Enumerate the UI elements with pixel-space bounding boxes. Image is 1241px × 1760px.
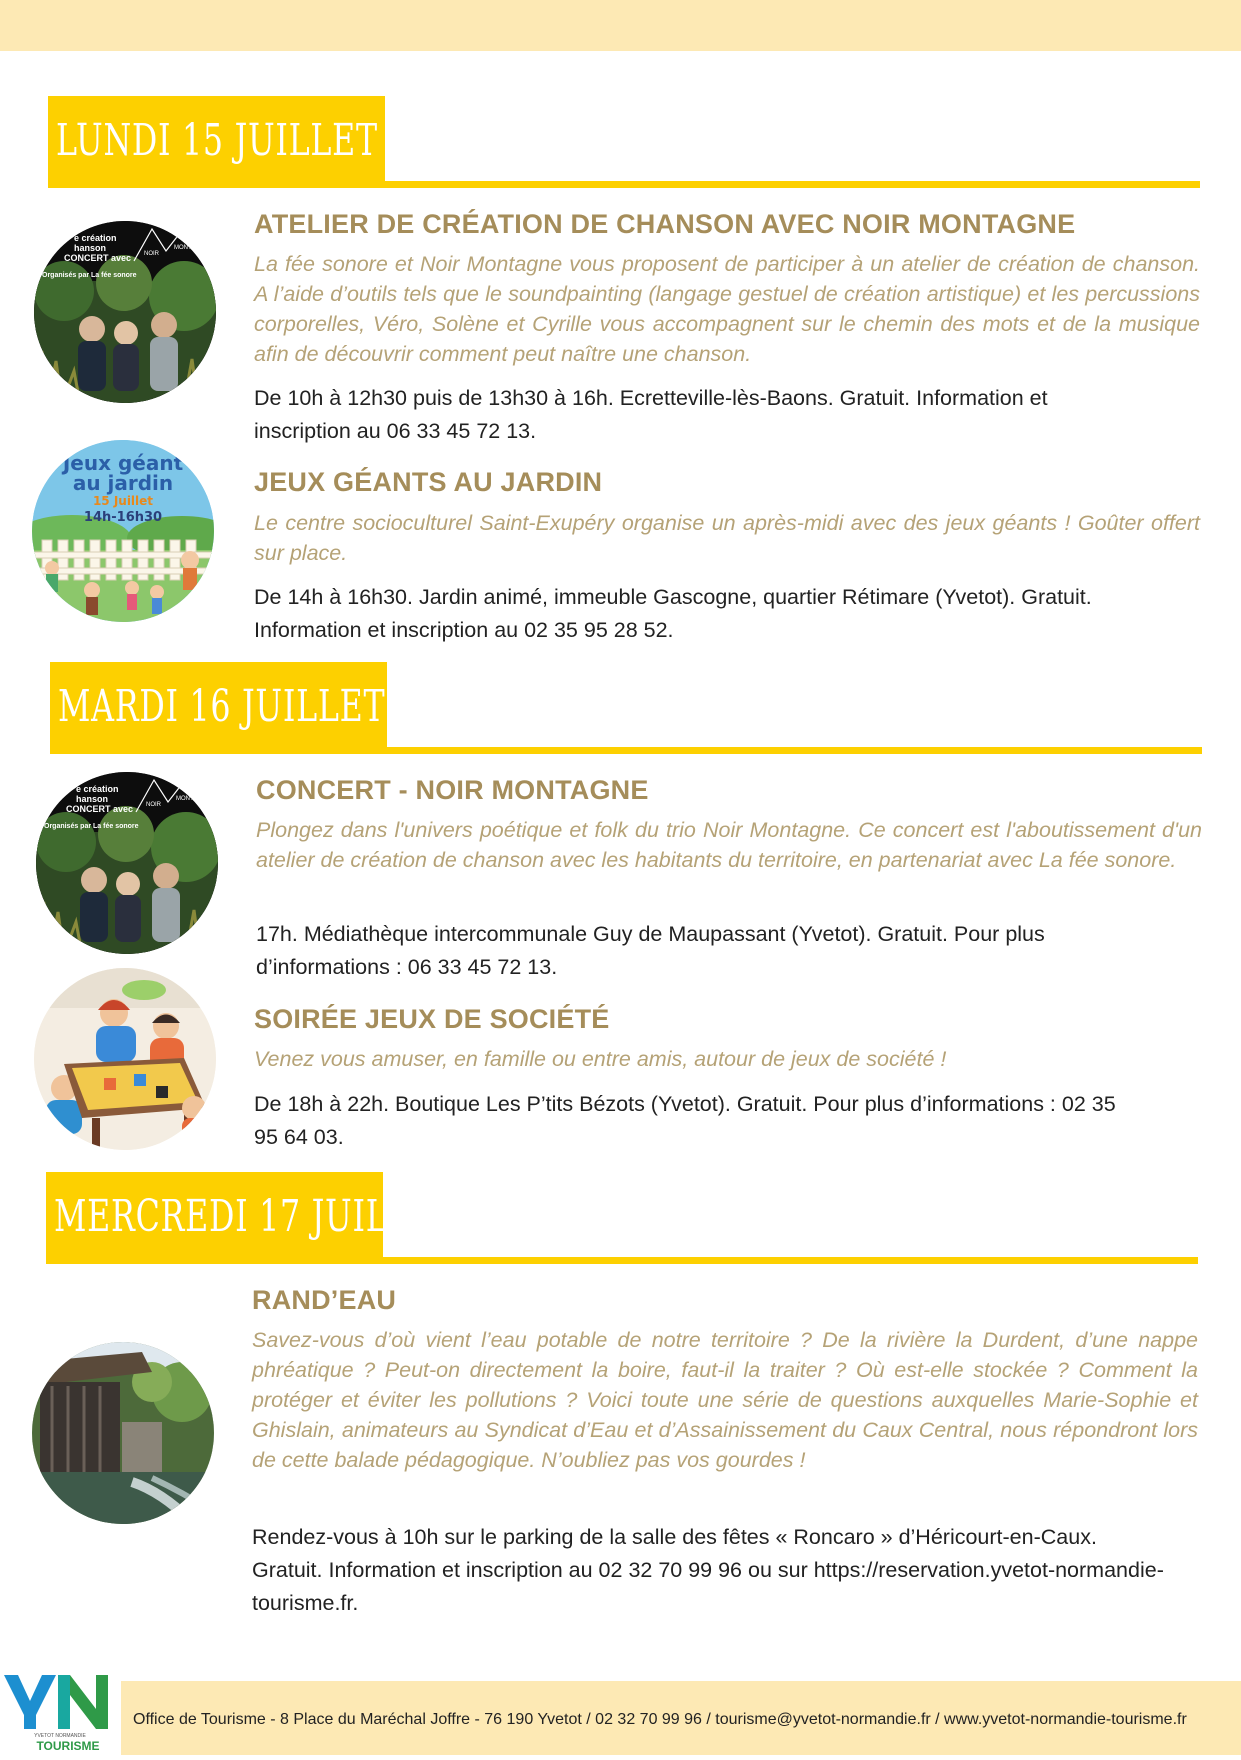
image-text: Organisés par La fée sonore xyxy=(44,823,139,830)
image-text: 14h-16h30 xyxy=(83,510,163,525)
image-text: MONTAGNE xyxy=(174,245,209,251)
event-info: De 14h à 16h30. Jardin animé, immeuble Gascogne, quartier Rétimare (Yvetot). Gratuit. Information et inscription au 02 35 95 28 52. xyxy=(254,585,1092,642)
event-info: 17h. Médiathèque intercommunale Guy de Maupassant (Yvetot). Gratuit. Pour plus d’informations : 06 33 45 72 13. xyxy=(256,922,1045,979)
event-image-atelier xyxy=(34,221,216,403)
footer xyxy=(0,1667,1241,1755)
day-title-box xyxy=(48,96,385,184)
band-photo-illustration xyxy=(36,772,218,954)
day-title-box xyxy=(46,1172,455,1260)
event-image-jeux-geants xyxy=(32,440,214,622)
event-title: JEUX GÉANTS AU JARDIN xyxy=(254,467,603,497)
logo-small-text: YVETOT NORMANDIE xyxy=(34,1733,86,1739)
event-description: La fée sonore et Noir Montagne vous proposent de participer à un atelier de création de chanson. A l’aide d’outils tels que le soundpainting (langage gestuel de création artistique) et les percussions corporelles, Véro, Solène et Cyrille vous accompagnent sur le chemin des mots et de la musique afin de découvrir comment peut naître une chanson. xyxy=(254,252,1200,366)
event-description: Le centre socioculturel Saint-Exupéry organise un après-midi avec des jeux géants ! Goûter offert sur place. xyxy=(254,511,1200,565)
watermill-photo-illustration xyxy=(32,1342,214,1524)
image-text: hanson xyxy=(76,794,109,804)
image-text: MONTAGNE xyxy=(176,796,211,802)
day-underline xyxy=(48,181,1200,188)
event-description: Plongez dans l'univers poétique et folk du trio Noir Montagne. Ce concert est l'aboutissement d'un atelier de création de chanson avec les habitants du territoire, en partenariat avec La fée sonore. xyxy=(256,818,1202,872)
tourism-logo xyxy=(0,1667,121,1755)
event-title: CONCERT - NOIR MONTAGNE xyxy=(256,775,649,805)
day-header-monday xyxy=(48,96,1200,188)
image-text: NOIR xyxy=(144,251,159,257)
day-title-box xyxy=(50,662,387,750)
event-info: De 18h à 22h. Boutique Les P’tits Bézots (Yvetot). Gratuit. Pour plus d’informations : 02 35 95 64 03. xyxy=(254,1092,1116,1149)
image-text: 15 Juillet xyxy=(92,494,154,508)
event-description: Venez vous amuser, en famille ou entre amis, autour de jeux de société ! xyxy=(254,1047,947,1071)
image-text: NOIR xyxy=(146,802,161,808)
event-image-soiree-jeux xyxy=(34,968,216,1150)
image-text: au jardin xyxy=(72,471,174,495)
event-image-concert xyxy=(36,772,218,954)
day-title: MERCREDI 17 JUILLET xyxy=(54,1190,455,1242)
event-info: Rendez-vous à 10h sur le parking de la salle des fêtes « Roncaro » d’Héricourt-en-Caux. Gratuit. Information et inscription au 02 32 70 99 96 ou sur https://reservation.yvetot-normandie-tourisme.fr. xyxy=(252,1525,1164,1615)
day-underline xyxy=(50,747,1202,754)
board-game-illustration xyxy=(34,968,216,1150)
image-text: CONCERT avec xyxy=(64,253,132,263)
image-text: CONCERT avec xyxy=(66,804,134,814)
top-band xyxy=(0,0,1241,51)
day-title: MARDI 16 JUILLET xyxy=(58,680,386,732)
yn-logo-icon xyxy=(0,1667,121,1755)
logo-word: TOURISME xyxy=(36,1739,100,1753)
event-title: ATELIER DE CRÉATION DE CHANSON AVEC NOIR MONTAGNE xyxy=(254,209,1076,239)
event-image-randeau xyxy=(32,1342,214,1524)
event-description: Savez-vous d’où vient l’eau potable de notre territoire ? De la rivière la Durdent, d’une nappe phréatique ? Peut-on directement la boire, faut-il la traiter ? Où est-elle stockée ? Comment la protéger et éviter les pollutions ? Voici toute une série de questions auxquelles Marie-Sophie et Ghislain, animateurs au Syndicat d’Eau et d’Assainissement du Caux Central, nous répondront lors de cette balade pédagogique. N’oubliez pas vos gourdes ! xyxy=(252,1328,1198,1472)
image-text: e création xyxy=(74,233,117,243)
image-text: hanson xyxy=(74,243,107,253)
garden-games-illustration xyxy=(32,440,214,622)
image-text: e création xyxy=(76,784,119,794)
image-text: Jeux géant xyxy=(62,451,184,475)
band-photo-illustration xyxy=(34,221,216,403)
day-header-tuesday xyxy=(50,662,1202,754)
day-underline xyxy=(46,1257,1198,1264)
day-title: LUNDI 15 JUILLET xyxy=(56,114,378,166)
event-title: SOIRÉE JEUX DE SOCIÉTÉ xyxy=(254,1004,610,1034)
event-info: De 10h à 12h30 puis de 13h30 à 16h. Ecretteville-lès-Baons. Gratuit. Information et inscription au 06 33 45 72 13. xyxy=(254,386,1048,443)
image-text: Organisés par La fée sonore xyxy=(42,272,137,279)
footer-contact-text: Office de Tourisme - 8 Place du Maréchal Joffre - 76 190 Yvetot / 02 32 70 99 96 / tourisme@yvetot-normandie.fr / www.yvetot-normandie-tourisme.fr xyxy=(133,1711,1187,1728)
day-header-wednesday xyxy=(46,1172,1198,1264)
event-title: RAND’EAU xyxy=(252,1285,397,1315)
